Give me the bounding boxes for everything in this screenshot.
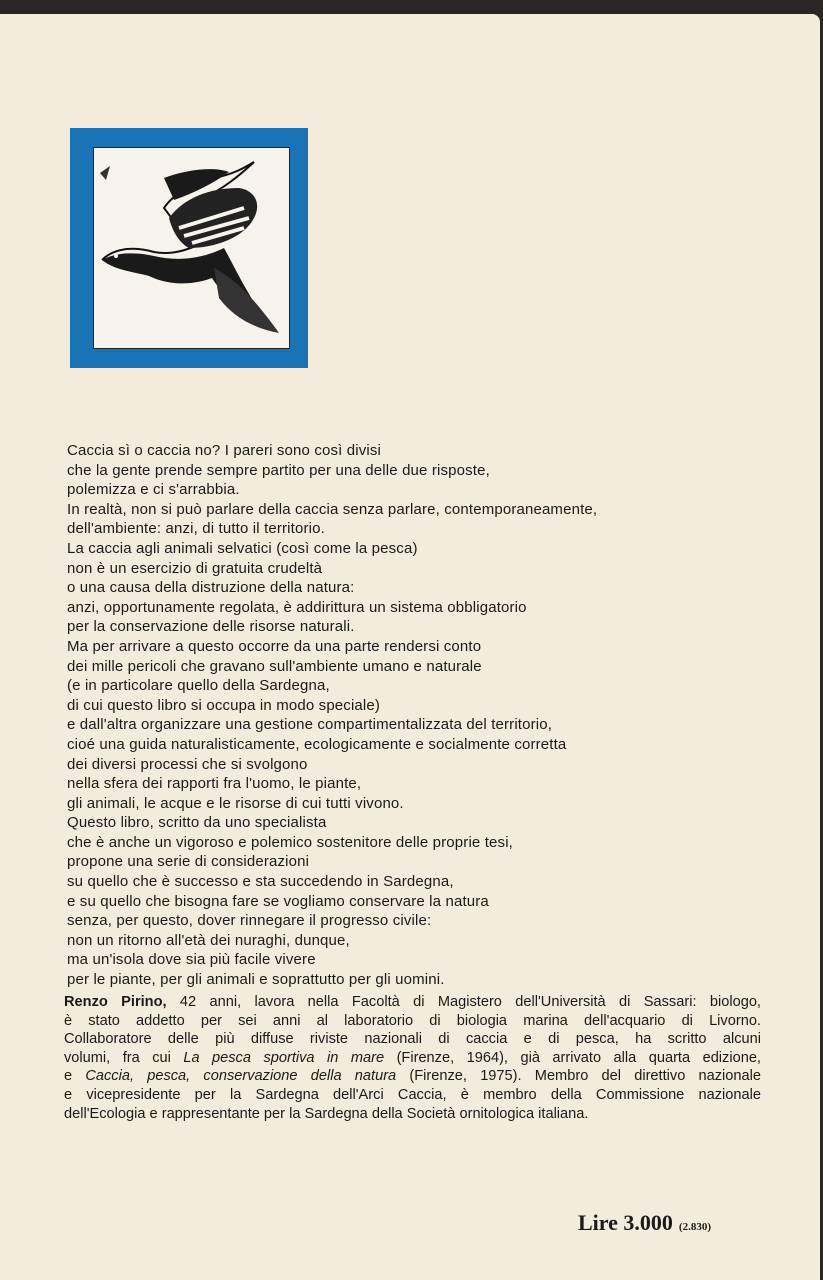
blurb-line: polemizza e ci s'arrabbia. xyxy=(67,481,240,499)
blurb-line: che la gente prende sempre partito per una delle due risposte, xyxy=(67,461,490,479)
illustration-frame xyxy=(70,128,308,368)
blurb-line: che è anche un vigoroso e polemico sostenitore delle proprie tesi, xyxy=(67,833,513,851)
blurb-line: non è un esercizio di gratuita crudeltà xyxy=(67,559,323,577)
bird-icon xyxy=(94,148,289,348)
blurb-line: Ma per arrivare a questo occorre da una parte rendersi conto xyxy=(67,637,482,655)
bio-line xyxy=(64,1049,761,1068)
blurb-line: e su quello che bisogna fare se vogliamo conservare la natura xyxy=(67,892,489,910)
blurb-line: senza, per questo, dover rinnegare il progresso civile: xyxy=(67,912,432,930)
bio-text: 42 anni, lavora nella Facoltà di Magistero dell'Università di Sassari: biologo, xyxy=(166,994,761,1010)
blurb-line: cioé una guida naturalisticamente, ecologicamente e socialmente corretta xyxy=(67,735,567,753)
blurb-line: dell'ambiente: anzi, di tutto il territorio. xyxy=(67,520,325,538)
bio-text: (Firenze, 1964), già arrivato alla quarta edizione, xyxy=(384,1049,761,1066)
back-cover xyxy=(0,14,820,1280)
bio-line: e vicepresidente per la Sardegna dell'Arci Caccia, è membro della Commissione nazionale xyxy=(64,1086,761,1103)
blurb-line: gli animali, le acque e le risorse di cui tutti vivono. xyxy=(67,794,404,812)
bio-line xyxy=(64,1067,761,1086)
blurb-line: anzi, opportunamente regolata, è addirittura un sistema obbligatorio xyxy=(67,598,527,616)
bio-line: Collaboratore delle più diffuse riviste nazionali di caccia e di pesca, ha scritto alcuni xyxy=(64,1031,761,1048)
bio-line: è stato addetto per sei anni al laboratorio di biologia marina dell'acquario di Livorno. xyxy=(64,1012,761,1029)
book-title: La pesca sportiva in mare xyxy=(183,1049,385,1066)
bio-line xyxy=(64,993,761,1012)
blurb-line: (e in particolare quello della Sardegna, xyxy=(67,677,330,695)
blurb-line: In realtà, non si può parlare della caccia senza parlare, contemporaneamente, xyxy=(67,500,598,518)
bird-illustration xyxy=(93,147,290,349)
price xyxy=(578,1210,711,1236)
blurb-line: dei mille pericoli che gravano sull'ambiente umano e naturale xyxy=(67,657,482,675)
blurb-line: o una causa della distruzione della natura: xyxy=(67,579,355,597)
bio-line: dell'Ecologia e rappresentante per la Sardegna della Società ornitologica italiana. xyxy=(64,1105,589,1122)
blurb-line: non un ritorno all'età dei nuraghi, dunque, xyxy=(67,931,350,949)
book-title: Caccia, pesca, conservazione della natura xyxy=(85,1068,397,1085)
blurb-line: Questo libro, scritto da uno specialista xyxy=(67,814,327,832)
bio-text: (Firenze, 1975). Membro del direttivo nazionale xyxy=(396,1068,762,1085)
blurb-line: propone una serie di considerazioni xyxy=(67,853,310,871)
blurb-line: per la conservazione delle risorse naturali. xyxy=(67,618,355,636)
blurb-line: per le piante, per gli animali e soprattutto per gli uomini. xyxy=(67,971,445,989)
blurb-line: La caccia agli animali selvatici (così come la pesca) xyxy=(67,539,418,557)
bio-text: e xyxy=(64,1068,86,1085)
author-bio xyxy=(64,993,761,1123)
blurb-line: su quello che è successo e sta succedendo in Sardegna, xyxy=(67,873,454,891)
price-main: Lire 3.000 xyxy=(578,1210,673,1235)
blurb-line: e dall'altra organizzare una gestione compartimentalizzata del territorio, xyxy=(67,716,553,734)
blurb-line: di cui questo libro si occupa in modo speciale) xyxy=(67,696,381,714)
author-name: Renzo Pirino, xyxy=(64,994,167,1010)
blurb-line: ma un'isola dove sia più facile vivere xyxy=(67,951,316,969)
blurb-line: Caccia sì o caccia no? I pareri sono così divisi xyxy=(67,442,382,459)
blurb-text xyxy=(67,441,597,990)
blurb-line: dei diversi processi che si svolgono xyxy=(67,755,308,773)
blurb-line: nella sfera dei rapporti fra l'uomo, le piante, xyxy=(67,775,362,793)
bio-text: volumi, fra cui xyxy=(64,1049,184,1066)
price-secondary: (2.830) xyxy=(678,1221,711,1233)
